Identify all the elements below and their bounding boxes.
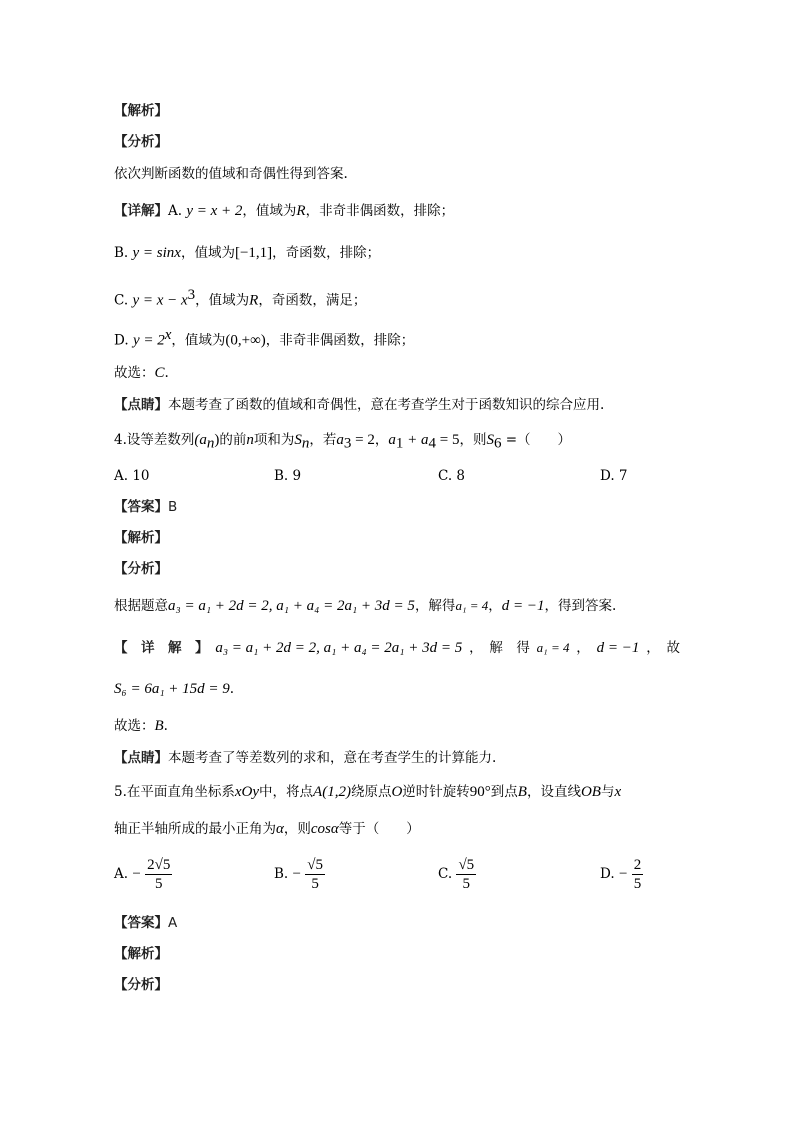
- math-expr: y = x − x: [132, 292, 188, 309]
- q4-option-a[interactable]: A. 10: [114, 468, 150, 484]
- option-label: D.: [114, 332, 129, 349]
- text: 中，将点: [259, 784, 314, 800]
- section-tag-jiexi: 【解析】: [114, 946, 168, 962]
- text: 等于（ ）: [338, 821, 420, 837]
- text: ，奇函数，满足；: [258, 292, 367, 309]
- answer-tag: 【答案】: [114, 915, 168, 931]
- math-exponent: x: [164, 327, 172, 343]
- text: 到点: [490, 784, 518, 800]
- text: ，: [576, 640, 590, 656]
- math: (a: [194, 432, 207, 448]
- fraction: [305, 856, 325, 893]
- section-tag-fenxi: 【分析】: [114, 134, 168, 150]
- text: ，则: [459, 432, 487, 448]
- option-label: C.: [114, 292, 129, 309]
- choice-label: 故选：: [114, 718, 155, 734]
- math-range: (0,+∞): [225, 332, 266, 349]
- math: ): [214, 432, 220, 448]
- math: S: [486, 432, 494, 448]
- math: a₃ = a₁ + 2d = 2, a₁ + a₄ = 2a₁ + 3d = 5: [168, 598, 415, 614]
- analysis-line: [114, 596, 616, 616]
- comment-text: 本题考查了函数的值域和奇偶性，意在考查学生对于函数知识的综合应用.: [168, 397, 605, 413]
- comment-tag: 【点睛】: [114, 397, 168, 413]
- math-sub: 6: [493, 435, 502, 452]
- detail-line-c: [114, 285, 366, 311]
- option-label: A.: [168, 203, 183, 219]
- choice-label: 故选：: [114, 365, 155, 381]
- math-expr: y = sinx: [132, 245, 181, 261]
- detail-line-a: [114, 201, 454, 221]
- text: =（ ）: [501, 432, 572, 448]
- comment-line: [114, 748, 496, 768]
- text: ，奇函数，排除；: [272, 245, 381, 261]
- text: 轴正半轴所成的最小正角为: [114, 821, 276, 837]
- math: a₁ = 4: [455, 598, 489, 613]
- text: 绕原点: [350, 784, 392, 800]
- numerator: 2: [633, 857, 642, 873]
- option-label: D.: [600, 866, 615, 882]
- sign: −: [132, 866, 141, 882]
- text: ， 解 得: [469, 640, 530, 656]
- choice-line: 故选：C.: [114, 365, 169, 381]
- math: x: [614, 784, 622, 800]
- fraction: [456, 856, 476, 893]
- math: 90°: [469, 784, 491, 800]
- option-label: C.: [438, 866, 453, 882]
- option-label: A.: [114, 866, 129, 882]
- denominator: 5: [311, 876, 319, 892]
- text: .: [229, 681, 235, 697]
- text: ，: [374, 432, 389, 448]
- text: ，设直线: [526, 784, 581, 800]
- choice-value: C: [154, 365, 165, 381]
- math: A(1,2): [313, 784, 351, 800]
- math-sub: 4: [428, 435, 436, 452]
- denominator: 5: [462, 876, 471, 892]
- fraction: [632, 856, 644, 893]
- text: ，值域为: [195, 292, 250, 309]
- math-sub: 3: [343, 435, 352, 452]
- answer-value: B: [168, 499, 178, 515]
- math-sub: 1: [395, 435, 404, 452]
- math: xOy: [234, 784, 260, 800]
- option-label: B.: [274, 866, 289, 882]
- detail-line-2: [114, 679, 234, 699]
- text: ，: [488, 598, 502, 614]
- math: n: [246, 432, 254, 448]
- math: O: [391, 784, 403, 800]
- math: α: [276, 821, 284, 837]
- math: B: [517, 784, 527, 800]
- sign: −: [618, 866, 628, 882]
- denominator: 5: [154, 876, 163, 892]
- math-expr: y = x + 2: [186, 203, 243, 219]
- text: ，值域为: [180, 245, 235, 261]
- detail-line-d: [114, 325, 414, 351]
- text: ，则: [283, 821, 311, 837]
- option-label: B.: [114, 245, 129, 261]
- section-tag-jiexi: 【解析】: [114, 530, 168, 546]
- text: ，值域为: [242, 203, 297, 219]
- math: S: [294, 432, 302, 448]
- math: OB: [580, 784, 601, 800]
- text: ，值域为: [171, 332, 226, 349]
- text: 与: [600, 784, 615, 800]
- math: a₃ = a₁ + 2d = 2, a₁ + a₄ = 2a₁ + 3d = 5: [215, 640, 463, 656]
- text: ，非奇非偶函数，排除；: [265, 332, 415, 349]
- detail-line-b: [114, 243, 380, 263]
- question-5-stem-line-2: [114, 819, 420, 839]
- numerator: 2√5: [147, 857, 171, 873]
- q4-option-b[interactable]: B. 9: [274, 468, 302, 484]
- answer-value: A: [168, 915, 178, 931]
- denominator: 5: [633, 876, 642, 892]
- text: 5.在平面直角坐标系: [114, 784, 235, 800]
- detail-line: [114, 638, 680, 658]
- text: 的前: [219, 432, 247, 448]
- math: a: [388, 432, 396, 448]
- sign: −: [292, 866, 301, 882]
- text: ，非奇非偶函数，排除；: [305, 203, 455, 219]
- text: 4.设等差数列: [114, 432, 195, 448]
- text: ，若: [309, 432, 337, 448]
- text: ，得到答案.: [544, 598, 617, 614]
- math-range: R: [296, 203, 306, 219]
- q4-option-d[interactable]: D. 7: [600, 468, 628, 484]
- section-tag-jiexi: 【解析】: [114, 103, 168, 119]
- math-range: [−1,1]: [234, 245, 273, 261]
- math: + a: [403, 432, 429, 448]
- q5-option-b[interactable]: [274, 856, 325, 893]
- math: d = −1: [596, 640, 640, 656]
- text: ，解得: [414, 598, 456, 614]
- detail-tag: 【详解】: [114, 203, 168, 219]
- math-sub: n: [206, 435, 215, 452]
- choice-value: B: [154, 718, 164, 734]
- numerator: √5: [458, 857, 475, 873]
- math-sub: n: [301, 435, 310, 452]
- text: 项和为: [253, 432, 295, 448]
- comment-text: 本题考查了等差数列的求和，意在考查学生的计算能力.: [168, 750, 497, 766]
- answer-line: [114, 497, 177, 517]
- section-tag-fenxi: 【分析】: [114, 561, 168, 577]
- numerator: √5: [307, 857, 324, 873]
- answer-tag: 【答案】: [114, 499, 168, 515]
- math: = 2: [351, 432, 375, 448]
- q4-option-c[interactable]: C. 8: [438, 468, 466, 484]
- detail-tag: 【 详 解 】: [114, 640, 209, 656]
- math: a₁ = 4: [536, 640, 570, 655]
- q5-option-a[interactable]: [114, 856, 172, 893]
- section-tag-fenxi: 【分析】: [114, 977, 168, 993]
- text: 根据题意: [114, 598, 168, 614]
- answer-line: [114, 913, 177, 933]
- comment-tag: 【点睛】: [114, 750, 168, 766]
- math: d = −1: [501, 598, 545, 614]
- analysis-text: 依次判断函数的值域和奇偶性得到答案.: [114, 166, 348, 182]
- math: = 5: [435, 432, 460, 448]
- question-5-stem: [114, 782, 621, 802]
- math-range: R: [249, 292, 259, 309]
- q5-option-d[interactable]: [600, 856, 643, 893]
- text: 逆时针旋转: [402, 784, 470, 800]
- math: S₆ = 6a₁ + 15d = 9: [114, 681, 230, 697]
- math-exponent: 3: [187, 287, 196, 303]
- math-expr: y = 2: [132, 332, 165, 349]
- text: ， 故: [646, 640, 680, 656]
- comment-line: [114, 395, 604, 415]
- math: a: [336, 432, 344, 448]
- math: cosα: [310, 821, 339, 837]
- fraction: [145, 856, 172, 893]
- q5-option-c[interactable]: [438, 856, 476, 893]
- choice-line: 故选：B.: [114, 718, 168, 734]
- question-4-stem: [114, 430, 571, 454]
